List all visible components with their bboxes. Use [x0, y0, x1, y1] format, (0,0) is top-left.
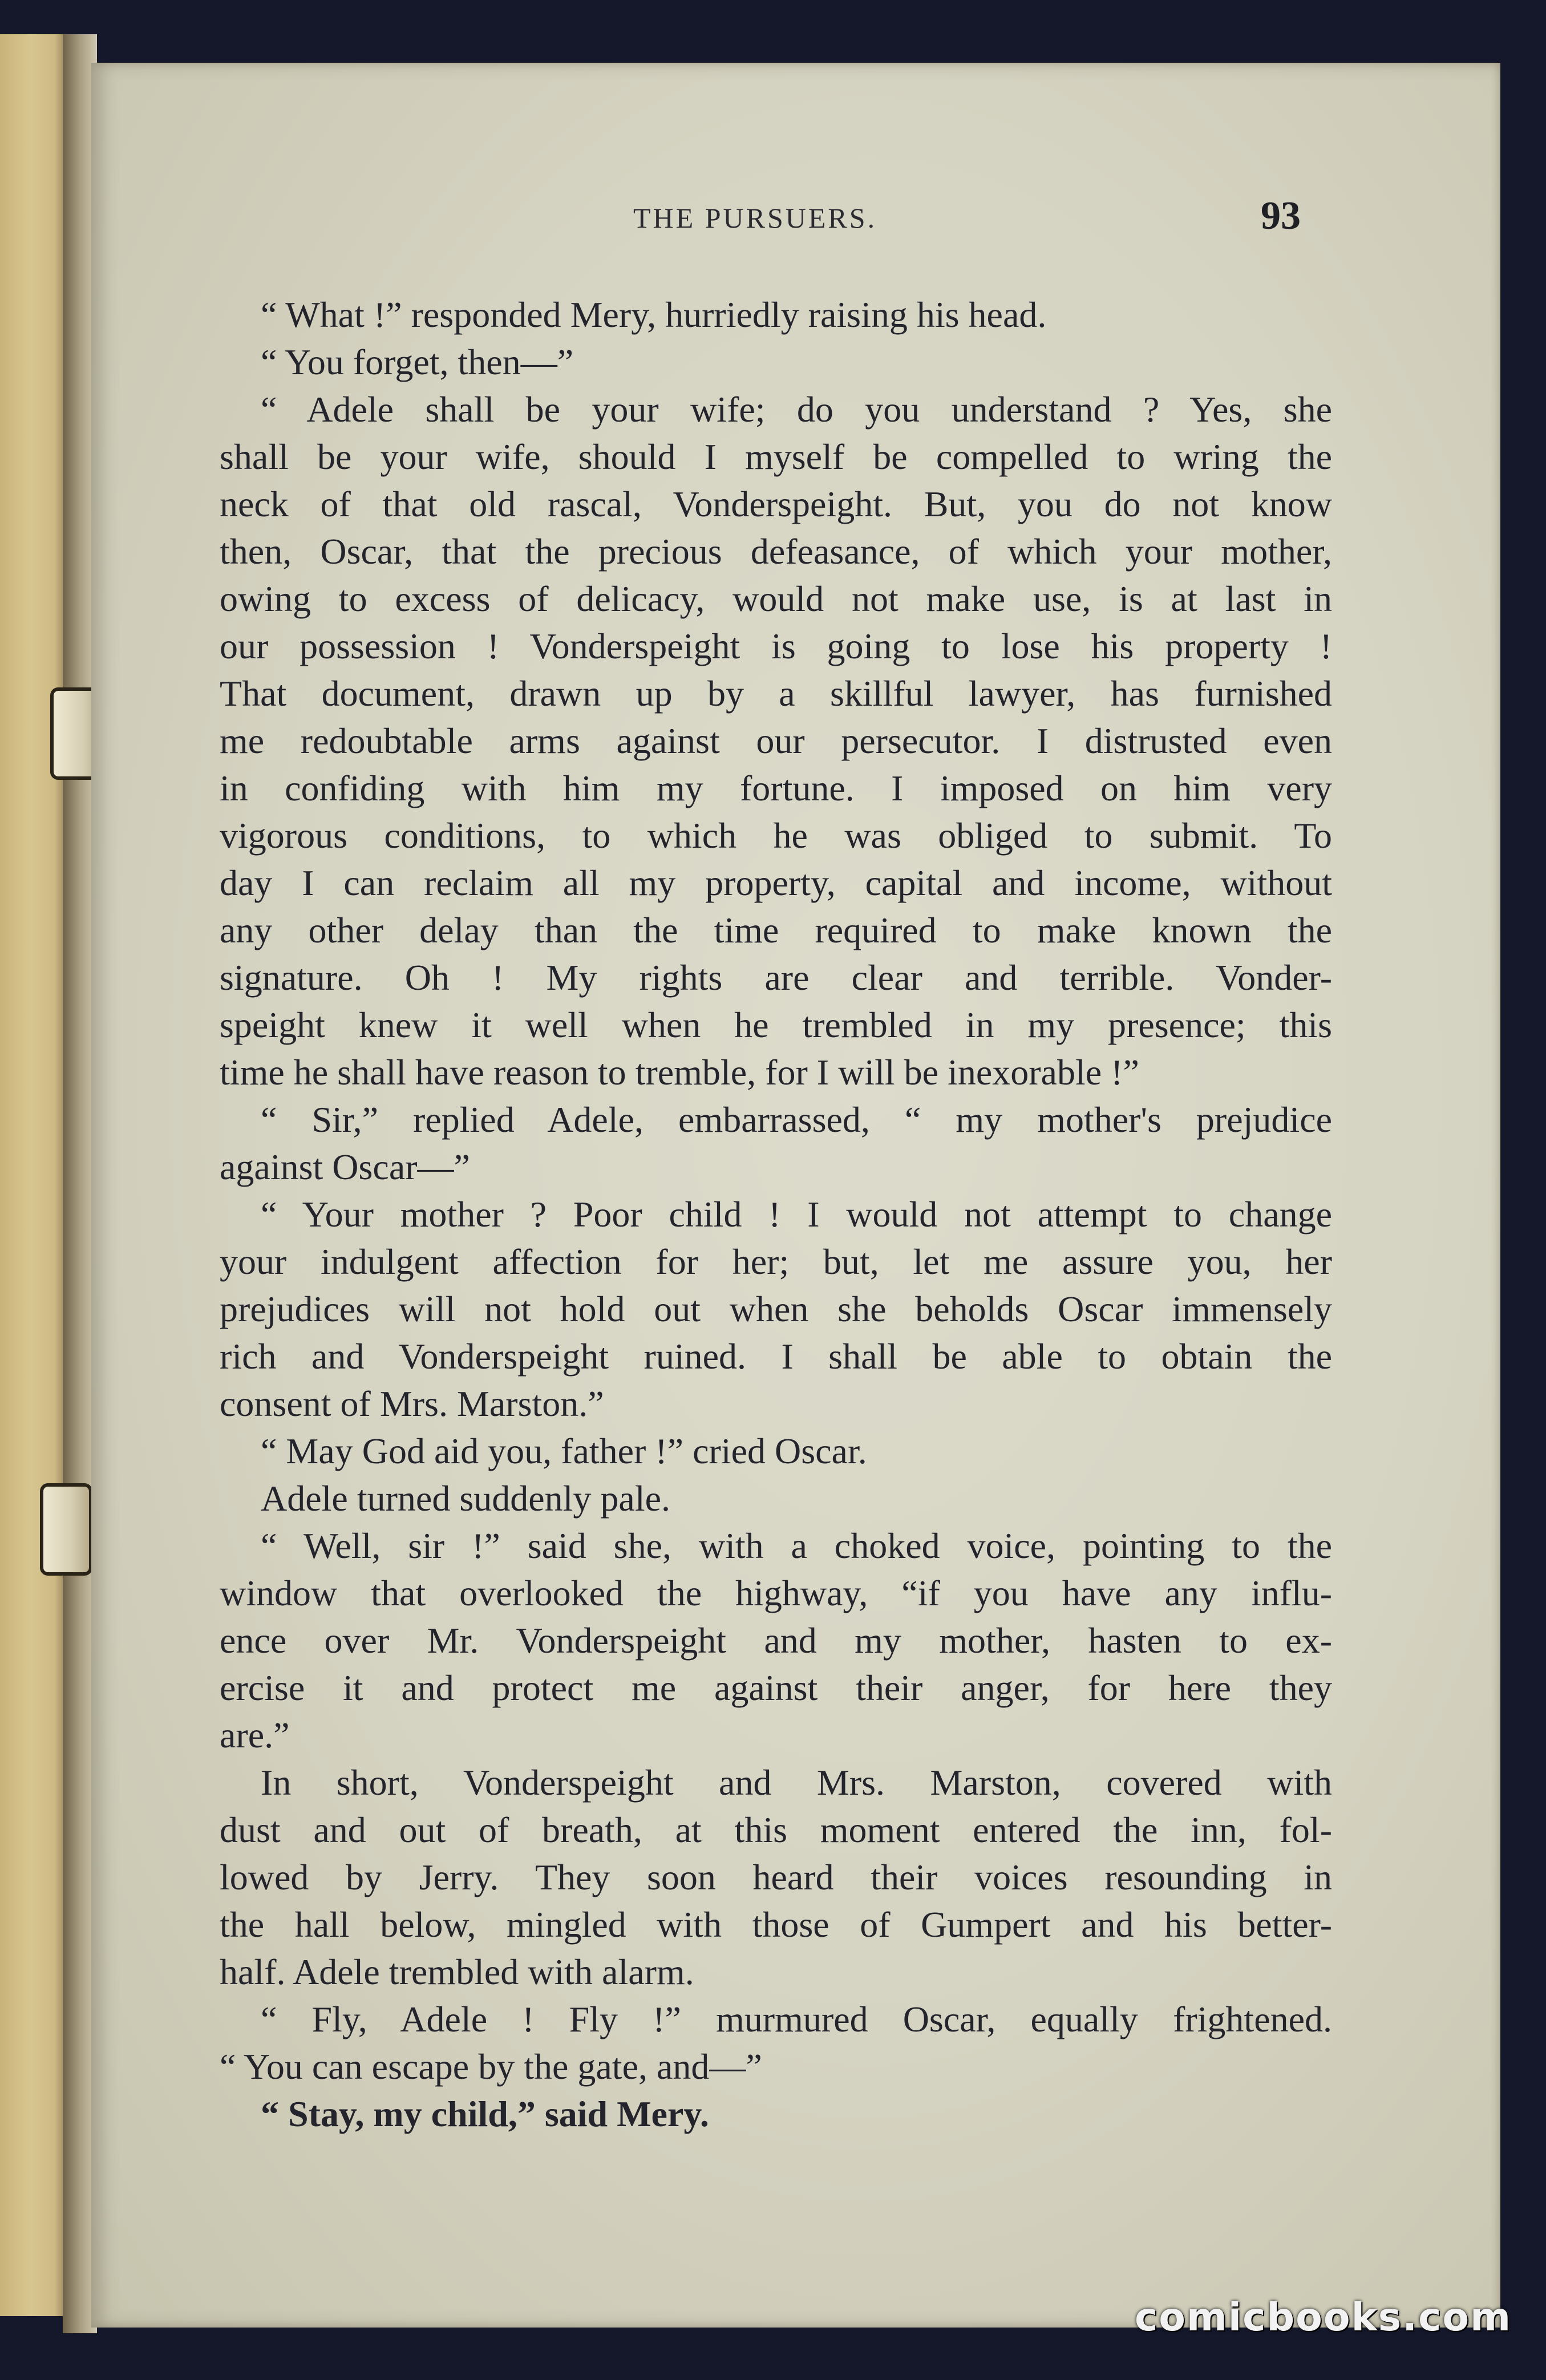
- text-line: me redoubtable arms against our persecutor. I distrusted even: [220, 721, 1332, 761]
- watermark-logo: comicbooks.com: [1134, 2295, 1512, 2340]
- text-line: “ Fly, Adele ! Fly !” murmured Oscar, equally frightened.: [261, 1999, 1332, 2039]
- binding-thread-icon: [40, 1483, 92, 1576]
- running-head: [91, 194, 1500, 253]
- text-line: “ May God aid you, father !” cried Oscar.: [261, 1431, 867, 1471]
- text-line: are.”: [220, 1715, 290, 1755]
- text-line: owing to excess of delicacy, would not make use, is at last in: [220, 578, 1332, 619]
- text-line: any other delay than the time required to make known the: [220, 910, 1332, 950]
- text-line: “ You forget, then—”: [261, 342, 574, 382]
- text-line: our possession ! Vonderspeight is going to lose his property !: [220, 626, 1332, 666]
- text-line: vigorous conditions, to which he was obliged to submit. To: [220, 815, 1332, 856]
- text-line: your indulgent affection for her; but, let me assure you, her: [220, 1241, 1332, 1282]
- running-title: THE PURSUERS.: [633, 202, 877, 234]
- text-line: speight knew it well when he trembled in my presence; this: [220, 1005, 1332, 1045]
- text-line: lowed by Jerry. They soon heard their voices resounding in: [220, 1857, 1332, 1897]
- body-text: [220, 291, 1332, 2138]
- previous-page-edge: [0, 34, 68, 2316]
- text-line: Adele turned suddenly pale.: [261, 1478, 670, 1519]
- text-line: signature. Oh ! My rights are clear and terrible. Vonder-: [220, 957, 1332, 998]
- text-line: ercise it and protect me against their anger, for here they: [220, 1667, 1332, 1708]
- text-line: rich and Vonderspeight ruined. I shall be able to obtain the: [220, 1336, 1332, 1377]
- text-line: “ What !” responded Mery, hurriedly raising his head.: [261, 294, 1047, 335]
- text-line: “ Adele shall be your wife; do you understand ? Yes, she: [261, 389, 1332, 430]
- text-line: the hall below, mingled with those of Gumpert and his better-: [220, 1904, 1332, 1945]
- text-line: time he shall have reason to tremble, for I will be inexorable !”: [220, 1052, 1139, 1092]
- text-line: shall be your wife, should I myself be compelled to wring the: [220, 436, 1332, 477]
- text-line: then, Oscar, that the precious defeasance, of which your mother,: [220, 531, 1332, 572]
- text-line: “ Sir,” replied Adele, embarrassed, “ my mother's prejudice: [261, 1099, 1332, 1140]
- text-line: dust and out of breath, at this moment entered the inn, fol-: [220, 1810, 1332, 1850]
- text-line: ence over Mr. Vonderspeight and my mother, hasten to ex-: [220, 1620, 1332, 1661]
- text-line: “ You can escape by the gate, and—”: [220, 2046, 762, 2087]
- text-line: “ Well, sir !” said she, with a choked voice, pointing to the: [261, 1525, 1332, 1566]
- text-line: window that overlooked the highway, “if you have any influ-: [220, 1573, 1332, 1613]
- text-line: “ Your mother ? Poor child ! I would not attempt to change: [261, 1194, 1332, 1234]
- text-line: day I can reclaim all my property, capital and income, without: [220, 863, 1332, 903]
- text-line: neck of that old rascal, Vonderspeight. But, you do not know: [220, 484, 1332, 524]
- text-line: consent of Mrs. Marston.”: [220, 1383, 604, 1424]
- text-line: in confiding with him my fortune. I imposed on him very: [220, 768, 1332, 808]
- page-number: 93: [1261, 194, 1301, 238]
- text-line: “ Stay, my child,” said Mery.: [261, 2094, 709, 2134]
- text-line: half. Adele trembled with alarm.: [220, 1952, 694, 1992]
- text-line: That document, drawn up by a skillful lawyer, has furnished: [220, 673, 1332, 714]
- text-line: against Oscar—”: [220, 1147, 470, 1187]
- book-page: [91, 63, 1500, 2328]
- text-line: In short, Vonderspeight and Mrs. Marston, covered with: [261, 1762, 1332, 1803]
- text-line: prejudices will not hold out when she beholds Oscar immensely: [220, 1289, 1332, 1329]
